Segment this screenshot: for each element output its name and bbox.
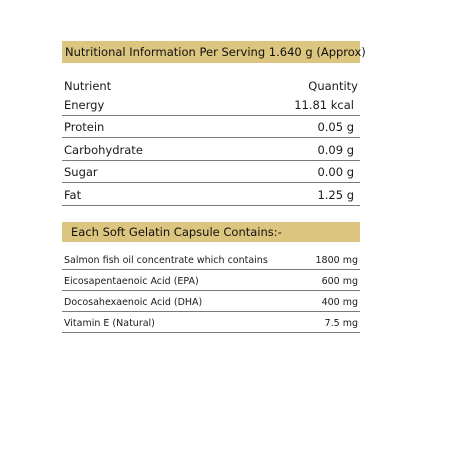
nutrition-row [62,161,360,184]
nutrient-quantity: 11.81 kcal [294,97,354,112]
ingredient-quantity: 400 mg [321,297,358,308]
ingredient-quantity: 1800 mg [315,255,358,266]
capsule-title: Each Soft Gelatin Capsule Contains:- [62,222,360,242]
nutrition-table-header [62,79,360,93]
nutrient-name: Protein [64,120,105,134]
nutrition-row [62,116,360,139]
nutrient-quantity: 0.09 g [317,142,354,157]
nutrition-row [62,183,360,206]
capsule-panel [62,222,360,333]
nutrition-row [62,138,360,161]
nutrient-column-header: Nutrient [64,79,112,93]
nutrition-title: Nutritional Information Per Serving 1.640 g (Approx) [62,41,360,63]
nutrient-quantity: 1.25 g [317,187,354,202]
nutrition-panel [62,41,366,206]
ingredient-name: Vitamin E (Natural) [64,318,155,329]
capsule-table [62,249,360,333]
capsule-row [62,270,360,291]
nutrient-name: Fat [64,187,82,202]
nutrient-quantity: 0.05 g [317,120,354,134]
capsule-row [62,291,360,312]
nutrient-name: Sugar [64,165,98,179]
quantity-column-header: Quantity [308,79,358,93]
nutrient-quantity: 0.00 g [317,165,354,179]
ingredient-name: Docosahexaenoic Acid (DHA) [64,297,203,308]
ingredient-name: Eicosapentaenoic Acid (EPA) [64,276,199,287]
nutrient-name: Energy [64,97,105,112]
capsule-row [62,312,360,333]
ingredient-quantity: 600 mg [321,276,358,287]
nutrition-row [62,93,360,116]
ingredient-name: Salmon fish oil concentrate which contains [64,255,268,266]
nutrient-name: Carbohydrate [64,142,143,157]
ingredient-quantity: 7.5 mg [324,318,358,329]
capsule-row [62,249,360,270]
